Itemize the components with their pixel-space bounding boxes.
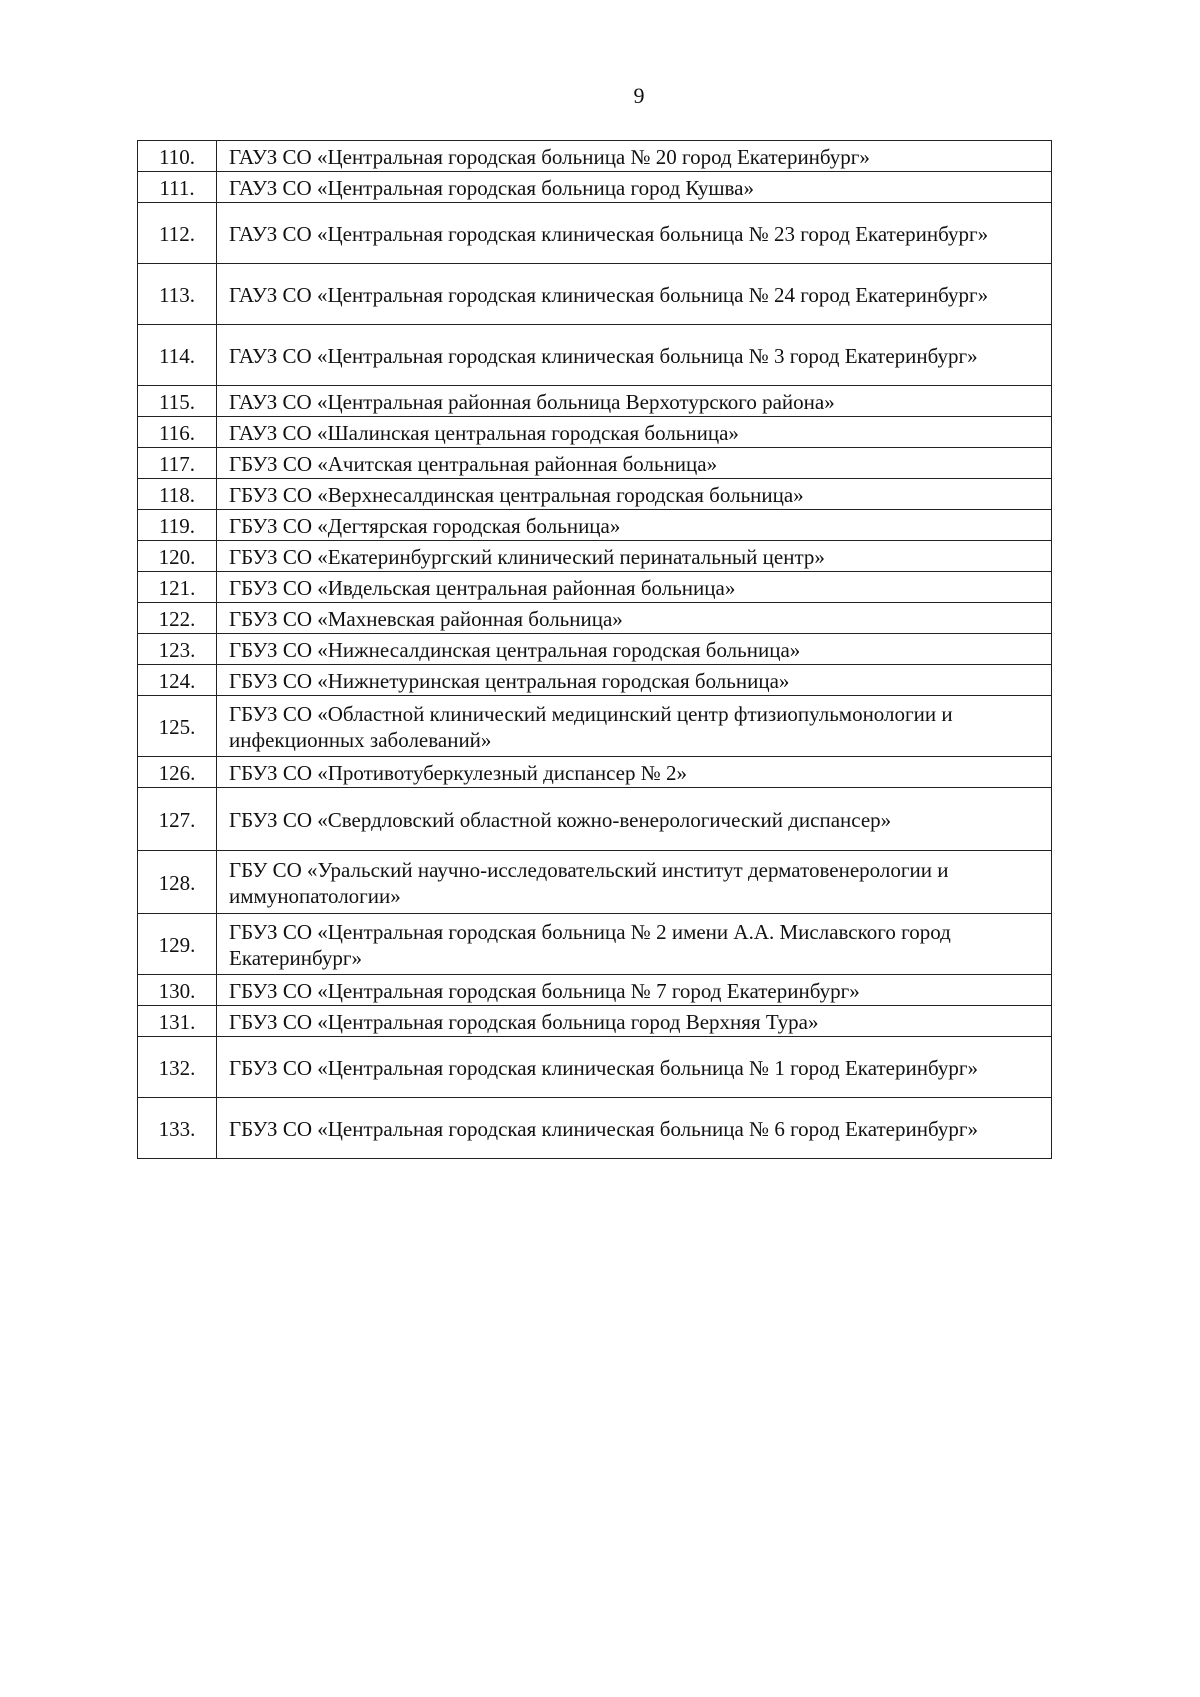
- table-row: [138, 264, 1052, 325]
- organization-name: ГАУЗ СО «Центральная городская больница город Кушва»: [217, 172, 1052, 203]
- table-row: [138, 325, 1052, 386]
- organization-name: ГБУЗ СО «Верхнесалдинская центральная городская больница»: [217, 479, 1052, 510]
- organization-name: ГБУЗ СО «Махневская районная больница»: [217, 603, 1052, 634]
- table-row: [138, 788, 1052, 851]
- table-row: [138, 914, 1052, 975]
- row-number: 132.: [138, 1037, 217, 1098]
- organization-name: ГБУЗ СО «Ачитская центральная районная больница»: [217, 448, 1052, 479]
- organization-name: ГБУЗ СО «Дегтярская городская больница»: [217, 510, 1052, 541]
- table-row: [138, 1006, 1052, 1037]
- organization-name: ГАУЗ СО «Центральная городская клиническая больница № 23 город Екатеринбург»: [217, 203, 1052, 264]
- organization-name: ГБУЗ СО «Центральная городская больница № 2 имени А.А. Миславского город Екатеринбург»: [217, 914, 1052, 975]
- organization-name: ГБУЗ СО «Центральная городская больница город Верхняя Тура»: [217, 1006, 1052, 1037]
- row-number: 111.: [138, 172, 217, 203]
- organization-name: ГБУЗ СО «Центральная городская больница № 7 город Екатеринбург»: [217, 975, 1052, 1006]
- row-number: 112.: [138, 203, 217, 264]
- organization-name: ГБУЗ СО «Екатеринбургский клинический перинатальный центр»: [217, 541, 1052, 572]
- organizations-table: [137, 140, 1052, 1159]
- organization-name: ГБУЗ СО «Противотуберкулезный диспансер № 2»: [217, 757, 1052, 788]
- row-number: 114.: [138, 325, 217, 386]
- row-number: 116.: [138, 417, 217, 448]
- table-row: [138, 448, 1052, 479]
- table-row: [138, 572, 1052, 603]
- table-row: [138, 386, 1052, 417]
- row-number: 124.: [138, 665, 217, 696]
- organization-name: ГАУЗ СО «Центральная городская клиническая больница № 3 город Екатеринбург»: [217, 325, 1052, 386]
- organization-name: ГБУЗ СО «Центральная городская клиническая больница № 6 город Екатеринбург»: [217, 1098, 1052, 1159]
- row-number: 110.: [138, 141, 217, 172]
- table-row: [138, 141, 1052, 172]
- table-row: [138, 975, 1052, 1006]
- row-number: 113.: [138, 264, 217, 325]
- organization-name: ГБУЗ СО «Нижнетуринская центральная городская больница»: [217, 665, 1052, 696]
- row-number: 122.: [138, 603, 217, 634]
- organization-name: ГАУЗ СО «Центральная городская больница № 20 город Екатеринбург»: [217, 141, 1052, 172]
- organization-name: ГБУЗ СО «Центральная городская клиническая больница № 1 город Екатеринбург»: [217, 1037, 1052, 1098]
- organization-name: ГБУЗ СО «Свердловский областной кожно-венерологический диспансер»: [217, 788, 1052, 851]
- table-row: [138, 851, 1052, 914]
- row-number: 127.: [138, 788, 217, 851]
- page-number: 9: [633, 83, 645, 108]
- table-row: [138, 203, 1052, 264]
- row-number: 123.: [138, 634, 217, 665]
- table-row: [138, 603, 1052, 634]
- table-row: [138, 665, 1052, 696]
- organization-name: ГАУЗ СО «Центральная районная больница Верхотурского района»: [217, 386, 1052, 417]
- table-row: [138, 1037, 1052, 1098]
- row-number: 130.: [138, 975, 217, 1006]
- row-number: 133.: [138, 1098, 217, 1159]
- row-number: 129.: [138, 914, 217, 975]
- organization-name: ГБУЗ СО «Нижнесалдинская центральная городская больница»: [217, 634, 1052, 665]
- row-number: 118.: [138, 479, 217, 510]
- organization-name: ГАУЗ СО «Шалинская центральная городская больница»: [217, 417, 1052, 448]
- table-row: [138, 417, 1052, 448]
- row-number: 115.: [138, 386, 217, 417]
- row-number: 131.: [138, 1006, 217, 1037]
- organization-name: ГБУЗ СО «Ивдельская центральная районная больница»: [217, 572, 1052, 603]
- table-row: [138, 1098, 1052, 1159]
- row-number: 125.: [138, 696, 217, 757]
- row-number: 121.: [138, 572, 217, 603]
- row-number: 119.: [138, 510, 217, 541]
- table-row: [138, 634, 1052, 665]
- row-number: 128.: [138, 851, 217, 914]
- organization-name: ГБУ СО «Уральский научно-исследовательский институт дерматовенерологии и иммунопатологии»: [217, 851, 1052, 914]
- table-row: [138, 172, 1052, 203]
- organization-name: ГБУЗ СО «Областной клинический медицинский центр фтизиопульмонологии и инфекционных заболеваний»: [217, 696, 1052, 757]
- table-row: [138, 479, 1052, 510]
- table-row: [138, 541, 1052, 572]
- row-number: 120.: [138, 541, 217, 572]
- table-row: [138, 757, 1052, 788]
- organization-name: ГАУЗ СО «Центральная городская клиническая больница № 24 город Екатеринбург»: [217, 264, 1052, 325]
- table-row: [138, 510, 1052, 541]
- row-number: 117.: [138, 448, 217, 479]
- row-number: 126.: [138, 757, 217, 788]
- table-row: [138, 696, 1052, 757]
